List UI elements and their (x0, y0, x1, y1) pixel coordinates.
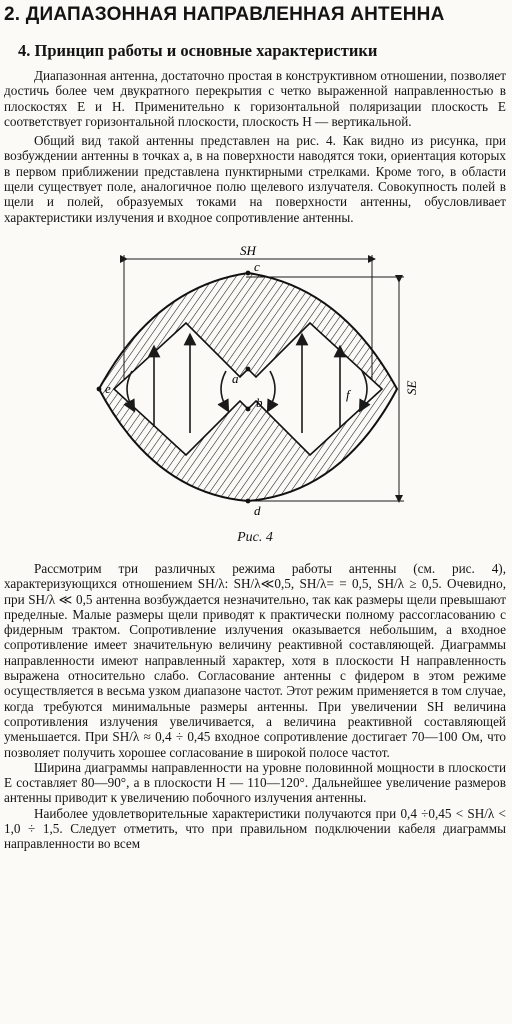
paragraph-beamwidth: Ширина диаграммы направленности на уровне половинной мощности в плоскости E составляет 80—90°, а в плоскости H — 110—120°. Дальнейшее увеличение размеров антенны приводит к увеличению побочного излучения антенны. (4, 759, 506, 806)
label-a: a (232, 370, 239, 386)
section-title: 4. Принцип работы и основные характеристики (18, 41, 378, 60)
paragraph-intro: Диапазонная антенна, достаточно простая в конструктивном отношении, позволяет достичь более чем двукратного перекрытия с четко выраженной направленностью в плоскостях E и H. Применительно к горизонтальной поляризации плоскость E соответствует горизонтальной плоскости, плоскость H — вертикальной. (4, 68, 506, 129)
antenna-diagram (4, 231, 506, 527)
paragraph-optimal: Наиболее удовлетворительные характеристики получаются при 0,4 ÷0,45 < SH/λ < 1,0 ÷ 1,5. Следует отметить, что при правильном подключении кабеля диаграммы направленности во всем (4, 805, 506, 852)
page (4, 0, 506, 852)
feed-point-a (246, 367, 251, 372)
point-c (246, 271, 251, 276)
point-d (246, 499, 251, 504)
label-se: SE (404, 380, 419, 395)
label-e: e (105, 380, 111, 396)
label-d: d (254, 502, 261, 518)
chapter-title: 2. ДИАПАЗОННАЯ НАПРАВЛЕННАЯ АНТЕННА (4, 4, 445, 25)
figure-caption: Рис. 4 (237, 529, 273, 545)
paragraph-figure-description: Общий вид такой антенны представлен на рис. 4. Как видно из рисунка, при возбуждении антенны в точках a, в на поверхности наводятся токи, ориентация которых в первом приближении представлена пунктирными стрелками. Кроме того, в области щели существует поле, аналогичное полю щелевого излучателя. Совокупность полей в щели и полей, образуемых токами на поверхности антенны, обусловливает характеристики излучения и входное сопротивление антенны. (4, 133, 506, 225)
label-b: b (256, 394, 263, 410)
antenna-figure (4, 231, 506, 527)
feed-point-b (246, 407, 251, 412)
label-sh: SH (240, 242, 256, 258)
point-e (97, 387, 102, 392)
label-c: c (254, 258, 260, 274)
paragraph-modes: Рассмотрим три различных режима работы антенны (см. рис. 4), характеризующихся отношением SH/λ: SH/λ≪0,5, SH/λ= = 0,5, SH/λ ≥ 0,5. Очевидно, при SH/λ ≪ 0,5 антенна возбуждается незначительно, так как размеры щели превышают пределные. Малые размеры щели приводят к практически полному рассогласованию с фидерным трактом. Сопротивление излучения оказывается небольшим, а входное сопротивление имеет значительную величину реактивной составляющей. Диаграммы направленности имеют направленный характер, хотя в плоскости H направленность выражена относительно слабо. Согласование антенны с фидером в этом режиме осуществляется в весьма узком диапазоне частот. Этот режим применяется в том случае, когда требуются минимальные размеры антенны. При увеличении SH величина сопротивления излучения увеличивается, а величина реактивной составляющей уменьшается. При SH/λ ≈ 0,4 ÷ 0,45 входное сопротивление достигает 70—100 Ом, что позволяет получить хорошее согласование в широкой полосе частот. (4, 560, 506, 760)
label-f: f (346, 386, 350, 402)
